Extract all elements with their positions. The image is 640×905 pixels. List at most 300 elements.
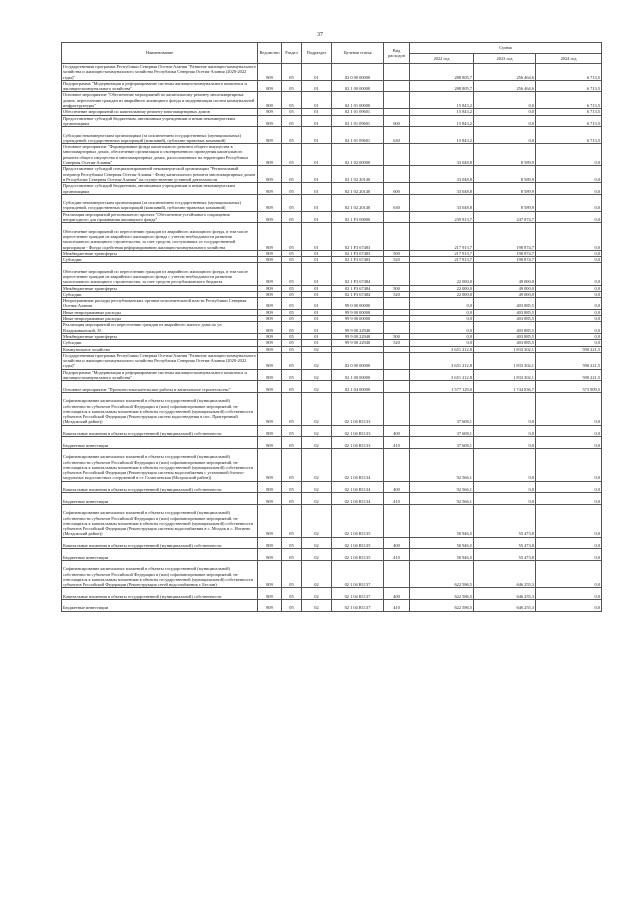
- row-name: Государственная программа Республики Северная Осетия-Алания "Развитие жилищно-коммунального хозяйства и жилищно-коммунального хозяйства Республики Северная Осетия-Алания (2020-2022 годы)": [63, 352, 256, 369]
- row-expense-type: 500: [384, 333, 410, 339]
- row-amount-2022: 622 586,5: [410, 588, 474, 600]
- row-amount-2023: 0,0: [474, 448, 536, 481]
- table-row: [62, 80, 602, 92]
- row-amount-2022: 0,0: [410, 316, 474, 322]
- row-amount-2022: 3 651 212,8: [410, 352, 474, 369]
- row-subsection: 02: [302, 599, 332, 611]
- row-section: 05: [282, 369, 302, 381]
- row-amount-2023: 1 833 302,1: [474, 369, 536, 381]
- row-section: 05: [282, 250, 302, 256]
- row-expense-type: 400: [384, 537, 410, 549]
- row-subsection: 02: [302, 352, 332, 369]
- row-amount-2022: 15 843,2: [410, 115, 474, 127]
- row-subsection: 01: [302, 316, 332, 322]
- row-target-item: 02 1 04 R1137: [332, 599, 384, 611]
- row-expense-type: [384, 223, 410, 251]
- row-name: Государственная программа Республики Северная Осетия-Алания "Развитие жилищно-коммунального хозяйства и жилищно-коммунального хозяйства Республики Северная Осетия-Алания (2020-2022 годы)": [63, 64, 256, 80]
- row-section: 05: [282, 588, 302, 600]
- row-expense-type: 520: [384, 291, 410, 297]
- row-amount-2022: 50 946,5: [410, 537, 474, 549]
- row-section: 05: [282, 549, 302, 561]
- row-amount-2024: 0,0: [536, 285, 602, 291]
- row-amount-2023: 8 589,9: [474, 194, 536, 211]
- row-subsection: 01: [302, 183, 332, 195]
- row-expense-type: 520: [384, 340, 410, 346]
- row-expense-type: 400: [384, 588, 410, 600]
- row-subsection: 02: [302, 437, 332, 449]
- row-name: Капитальные вложения в объекты государственной (муниципальной) собственности: [62, 588, 258, 600]
- row-ministry: 809: [258, 493, 282, 505]
- row-amount-2023: 0,0: [474, 115, 536, 127]
- table-row: [62, 322, 602, 334]
- row-section: 05: [282, 166, 302, 183]
- row-amount-2022: 0,0: [410, 298, 474, 310]
- row-amount-2024: 0,0: [536, 333, 602, 339]
- row-target-item: 02 1 F3 67483: [332, 250, 384, 256]
- row-amount-2023: 198 874,7: [474, 257, 536, 263]
- row-amount-2022: 0,0: [410, 309, 474, 315]
- row-amount-2023: 0,0: [474, 493, 536, 505]
- table-row: [62, 127, 602, 144]
- row-subsection: 02: [302, 425, 332, 437]
- row-section: 05: [282, 392, 302, 425]
- row-amount-2023: 49 000,0: [474, 263, 536, 285]
- row-name: Предоставление субсидий специализированной некоммерческой организации "Региональный оператор Республики Северная Осетия-Алания - Фонд капитального ремонта многоквартирных домов в Республике Северная Осетия-Алания" на осуществление уставной деятельности: [62, 166, 258, 183]
- row-amount-2022: 92 566,1: [410, 493, 474, 505]
- row-amount-2024: 0,0: [536, 493, 602, 505]
- row-amount-2023: 8 589,9: [474, 144, 536, 166]
- row-amount-2024: 6 713,5: [536, 109, 602, 115]
- row-expense-type: [384, 80, 410, 92]
- row-amount-2024: 0,0: [536, 322, 602, 334]
- row-amount-2022: 37 608,1: [410, 425, 474, 437]
- table-row: [62, 92, 602, 109]
- row-amount-2024: 0,0: [536, 340, 602, 346]
- row-amount-2024: 0,0: [536, 549, 602, 561]
- row-target-item: 02 1 01 09601: [332, 109, 384, 115]
- row-subsection: 02: [302, 392, 332, 425]
- row-amount-2022: 33 048,8: [410, 194, 474, 211]
- row-target-item: 02 1 02 20140: [332, 194, 384, 211]
- table-row: [62, 481, 602, 493]
- row-amount-2022: 50 946,5: [410, 549, 474, 561]
- row-section: 05: [282, 560, 302, 588]
- row-amount-2023: 1 833 302,1: [474, 352, 536, 369]
- row-subsection: 01: [302, 291, 332, 297]
- row-name: Основное мероприятие "Проектно-изыскательские работы и капитальное строительство": [62, 381, 258, 393]
- row-ministry: 809: [258, 381, 282, 393]
- row-subsection: 02: [302, 588, 332, 600]
- row-subsection: 01: [302, 333, 332, 339]
- row-target-item: 99 9 00 00000: [332, 309, 384, 315]
- row-target-item: 02 1 04 R1134: [332, 493, 384, 505]
- row-amount-2023: 198 874,7: [474, 250, 536, 256]
- row-amount-2024: 0,0: [536, 291, 602, 297]
- row-target-item: 02 1 04 R1135: [332, 504, 384, 537]
- row-section: 05: [282, 194, 302, 211]
- row-section: 05: [282, 127, 302, 144]
- row-amount-2023: 256 464,6: [474, 80, 536, 92]
- row-target-item: 99 9 00 22940: [332, 322, 384, 334]
- row-section: 05: [282, 64, 302, 81]
- row-section: 05: [282, 352, 302, 369]
- row-amount-2024: 0,0: [536, 437, 602, 449]
- row-amount-2024: 590 221,5: [536, 352, 602, 369]
- row-name: Софинансирование капитальных вложений в объекты государственной (муниципальной) собственности субъектов Российской Федерации и (или) софинансирование мероприятий, не относящихся к капитальным вложениям в объекты государственной (муниципальной) собственности субъектов Российской Федерации (Реконструкция системы водоснабжения в с. Моздок и с. Ногиево (Моздокский район)): [62, 504, 258, 537]
- row-amount-2022: 37 608,1: [410, 437, 474, 449]
- row-amount-2024: 0,0: [536, 250, 602, 256]
- row-name: Субсидии некоммерческим организациям (за исключением государственных (муниципальных) учреждений, государственных корпораций (компаний), публично-правовых компаний): [62, 194, 258, 211]
- row-ministry: 809: [258, 588, 282, 600]
- row-name: Обеспечение мероприятий по переселению граждан из аварийного жилищного фонда, в том числе переселению граждан из аварийного жилищного фонда с учетом необходимости развития малоэтажного жилищного строительства, за счет средств республиканского бюджета: [62, 263, 258, 285]
- row-subsection: 01: [302, 285, 332, 291]
- row-subsection: 01: [302, 109, 332, 115]
- row-section: 05: [282, 322, 302, 334]
- row-expense-type: 630: [384, 194, 410, 211]
- row-target-item: 02 0 00 00000: [332, 64, 384, 81]
- row-section: 05: [282, 211, 302, 223]
- row-amount-2023: 55 473,8: [474, 504, 536, 537]
- row-ministry: 809: [258, 298, 282, 310]
- row-section: 05: [282, 257, 302, 263]
- row-target-item: 02 1 04 00000: [332, 381, 384, 393]
- row-ministry: 809: [258, 537, 282, 549]
- row-target-item: 02 1 04 R1135: [332, 549, 384, 561]
- row-amount-2023: 646 255,3: [474, 599, 536, 611]
- row-amount-2024: 0,0: [536, 537, 602, 549]
- header-name: Наименование: [62, 43, 258, 64]
- row-subsection: 01: [302, 144, 332, 166]
- row-subsection: 01: [302, 309, 332, 315]
- row-target-item: 02 1 04 R1133: [332, 437, 384, 449]
- header-year-2022: 2022 год: [410, 54, 474, 64]
- table-row: [62, 64, 602, 81]
- row-name: Межбюджетные трансферты: [62, 285, 258, 291]
- row-name: Предоставление субсидий бюджетным, автономным учреждениям и иным некоммерческим организациям: [62, 183, 258, 195]
- row-amount-2023: 1 833 302,1: [474, 346, 536, 352]
- row-name: Субсидии: [62, 291, 258, 297]
- row-name: Реализация мероприятий по переселению граждан из аварийного жилого дома по ул. Владикавказской, 35: [62, 322, 258, 334]
- row-target-item: 02 1 F3 67484: [332, 285, 384, 291]
- row-amount-2024: 0,0: [536, 588, 602, 600]
- row-expense-type: 520: [384, 257, 410, 263]
- row-ministry: 809: [258, 183, 282, 195]
- row-amount-2022: 37 608,1: [410, 392, 474, 425]
- row-target-item: 02 1 04 R1135: [332, 537, 384, 549]
- row-target-item: 02 0 00 00000: [332, 352, 384, 369]
- row-expense-type: 410: [384, 437, 410, 449]
- row-amount-2023: 0,0: [474, 109, 536, 115]
- row-amount-2022: 622 586,5: [410, 599, 474, 611]
- row-amount-2023: 8 589,9: [474, 166, 536, 183]
- row-section: 05: [282, 346, 302, 352]
- row-expense-type: [384, 504, 410, 537]
- table-row: [62, 369, 602, 381]
- table-row: [62, 437, 602, 449]
- row-subsection: 01: [302, 263, 332, 285]
- row-section: 05: [282, 493, 302, 505]
- row-amount-2022: 0,0: [410, 333, 474, 339]
- row-expense-type: 400: [384, 425, 410, 437]
- row-section: 05: [282, 340, 302, 346]
- row-ministry: 809: [258, 560, 282, 588]
- row-amount-2024: 590 221,5: [536, 369, 602, 381]
- row-section: 05: [282, 115, 302, 127]
- row-target-item: 02 1 04 R1137: [332, 588, 384, 600]
- row-ministry: 809: [258, 257, 282, 263]
- row-name: Основное мероприятие "Формирование фонда капитального ремонта общего имущества в многоквартирных домах, обеспечение организации и своевременного проведения капитального ремонта общего имущества в многоквартирных домах, расположенных на территории Республики Северная Осетия-Алания": [62, 144, 258, 166]
- row-expense-type: [384, 448, 410, 481]
- row-subsection: 01: [302, 166, 332, 183]
- row-amount-2022: 3 651 212,8: [410, 369, 474, 381]
- row-ministry: 809: [258, 127, 282, 144]
- row-ministry: 809: [258, 322, 282, 334]
- row-subsection: 02: [302, 346, 332, 352]
- row-section: 05: [282, 223, 302, 251]
- row-name: Софинансирование капитальных вложений в объекты государственной (муниципальной) собственности субъектов Российской Федерации и (или) софинансирование мероприятий, не относящихся к капитальным вложениям в объекты государственной (муниципальной) собственности субъектов Российской Федерации (Реконструкция системы водоснабжения с установкой блочно-модульных водоочистных сооружений в ст. Галюгаевская (Моздокский район)): [62, 448, 258, 481]
- row-name: Основное мероприятие "Обеспечение мероприятий по капитальному ремонту многоквартирных домов, переселению граждан из аварийного жилищного фонда и модернизации систем коммунальной инфраструктуры": [62, 92, 258, 109]
- row-amount-2024: 0,0: [536, 194, 602, 211]
- row-amount-2024: 0,0: [536, 298, 602, 310]
- row-name: Бюджетные инвестиции: [62, 599, 258, 611]
- row-amount-2023: 1 744 836,7: [474, 381, 536, 393]
- row-target-item: 02 1 F3 00000: [332, 211, 384, 223]
- row-amount-2023: 55 473,8: [474, 537, 536, 549]
- row-amount-2024: 590 221,5: [536, 346, 602, 352]
- row-expense-type: [384, 392, 410, 425]
- row-name: Бюджетные инвестиции: [62, 549, 258, 561]
- row-amount-2022: 22 000,0: [410, 263, 474, 285]
- row-amount-2022: 0,0: [410, 340, 474, 346]
- table-row: [62, 425, 602, 437]
- row-amount-2024: 0,0: [536, 223, 602, 251]
- row-amount-2022: 15 843,2: [410, 92, 474, 109]
- row-section: 05: [282, 109, 302, 115]
- row-section: 05: [282, 537, 302, 549]
- row-expense-type: 410: [384, 599, 410, 611]
- row-amount-2023: 0,0: [474, 481, 536, 493]
- table-row: [62, 493, 602, 505]
- row-name: Коммунальное хозяйство: [62, 346, 258, 352]
- header-subsection: Подраздел: [302, 43, 332, 64]
- row-amount-2022: 622 586,5: [410, 560, 474, 588]
- row-amount-2022: 15 843,2: [410, 127, 474, 144]
- row-ministry: 809: [258, 369, 282, 381]
- row-amount-2022: 15 843,2: [410, 109, 474, 115]
- row-ministry: 809: [258, 194, 282, 211]
- row-expense-type: 500: [384, 285, 410, 291]
- row-amount-2022: 3 651 212,8: [410, 346, 474, 352]
- row-name: Реализация мероприятий регионального проекта "Обеспечение устойчивого сокращения непригодного для проживания жилищного фонда": [62, 211, 258, 223]
- row-section: 05: [282, 291, 302, 297]
- row-name: Субсидии: [62, 257, 258, 263]
- header-year-2024: 2024 год: [536, 54, 602, 64]
- row-ministry: 809: [258, 223, 282, 251]
- row-ministry: 809: [258, 437, 282, 449]
- row-amount-2022: 22 000,0: [410, 285, 474, 291]
- row-section: 05: [282, 381, 302, 393]
- row-name: Межбюджетные трансферты: [62, 333, 258, 339]
- row-section: 05: [282, 425, 302, 437]
- table-row: [62, 560, 602, 588]
- row-section: 05: [282, 599, 302, 611]
- row-target-item: 02 1 01 09601: [332, 127, 384, 144]
- table-row: [62, 263, 602, 285]
- row-target-item: 02 1 04 R1134: [332, 448, 384, 481]
- row-amount-2024: 0,0: [536, 144, 602, 166]
- row-section: 05: [282, 285, 302, 291]
- row-amount-2024: 573 909,5: [536, 381, 602, 393]
- row-amount-2023: 55 473,8: [474, 549, 536, 561]
- row-section: 05: [282, 263, 302, 285]
- row-name: Подпрограмма "Модернизация и реформирование системы жилищно-коммунального комплекса и жилищно-коммунального хозяйства": [62, 369, 258, 381]
- row-amount-2023: 0,0: [474, 425, 536, 437]
- row-name: Подпрограмма "Модернизация и реформирование системы жилищно-коммунального комплекса и жилищно-коммунального хозяйства": [62, 80, 258, 92]
- row-ministry: 809: [258, 64, 282, 81]
- table-row: [62, 381, 602, 393]
- row-section: 05: [282, 298, 302, 310]
- row-ministry: 809: [258, 599, 282, 611]
- row-subsection: 02: [302, 369, 332, 381]
- row-section: 05: [282, 504, 302, 537]
- row-amount-2023: 0,0: [474, 127, 536, 144]
- row-ministry: 809: [258, 250, 282, 256]
- row-name: Бюджетные инвестиции: [62, 437, 258, 449]
- row-section: 05: [282, 309, 302, 315]
- row-subsection: 01: [302, 250, 332, 256]
- row-section: 05: [282, 437, 302, 449]
- row-amount-2023: 247 874,7: [474, 211, 536, 223]
- table-row: [62, 194, 602, 211]
- row-amount-2023: 8 589,9: [474, 183, 536, 195]
- row-amount-2024: 0,0: [536, 425, 602, 437]
- row-amount-2023: 403 885,5: [474, 316, 536, 322]
- table-row: [62, 298, 602, 310]
- row-amount-2023: 49 000,0: [474, 285, 536, 291]
- row-subsection: 02: [302, 481, 332, 493]
- row-amount-2022: 33 048,8: [410, 144, 474, 166]
- header-ministry: Ведомство: [258, 43, 282, 64]
- row-subsection: 01: [302, 194, 332, 211]
- row-target-item: 02 1 01 00000: [332, 92, 384, 109]
- row-name: Софинансирование капитальных вложений в объекты государственной (муниципальной) собственности субъектов Российской Федерации и (или) софинансирование мероприятий, не относящихся к капитальным вложениям в объекты государственной (муниципальной) собственности субъектов Российской Федерации (Реконструкция сетей водоснабжения г. Беслан): [62, 560, 258, 588]
- row-subsection: 02: [302, 381, 332, 393]
- row-amount-2022: 0,0: [410, 322, 474, 334]
- table-row: [62, 588, 602, 600]
- row-expense-type: 410: [384, 493, 410, 505]
- table-row: [62, 352, 602, 369]
- budget-table: [61, 42, 602, 612]
- row-amount-2024: 6 713,5: [536, 115, 602, 127]
- row-amount-2022: 50 946,5: [410, 504, 474, 537]
- row-target-item: 02 1 02 20140: [332, 183, 384, 195]
- row-name: Субсидии некоммерческим организациям (за исключением государственных (муниципальных) учреждений, государственных корпораций (компаний), публично-правовых компаний): [62, 127, 258, 144]
- row-name: Обеспечение мероприятий по капитальному ремонту многоквартирных домов: [62, 109, 258, 115]
- row-target-item: 02 1 00 00000: [332, 80, 384, 92]
- row-ministry: 809: [258, 316, 282, 322]
- row-expense-type: [384, 144, 410, 166]
- row-subsection: 02: [302, 504, 332, 537]
- row-subsection: 01: [302, 127, 332, 144]
- row-section: 05: [282, 80, 302, 92]
- row-subsection: 02: [302, 549, 332, 561]
- row-amount-2024: 0,0: [536, 481, 602, 493]
- row-target-item: 02 1 04 R1134: [332, 481, 384, 493]
- row-ministry: 809: [258, 309, 282, 315]
- row-target-item: 02 1 04 R1133: [332, 392, 384, 425]
- row-expense-type: [384, 92, 410, 109]
- row-amount-2024: 0,0: [536, 166, 602, 183]
- row-subsection: 01: [302, 80, 332, 92]
- row-amount-2024: 0,0: [536, 316, 602, 322]
- row-ministry: 809: [258, 80, 282, 92]
- row-expense-type: [384, 263, 410, 285]
- table-row: [62, 115, 602, 127]
- row-ministry: 809: [258, 109, 282, 115]
- row-ministry: 809: [258, 115, 282, 127]
- row-subsection: 01: [302, 115, 332, 127]
- row-name: Субсидии: [62, 340, 258, 346]
- row-target-item: 99 0 00 00000: [332, 298, 384, 310]
- row-amount-2022: 22 000,0: [410, 291, 474, 297]
- row-amount-2024: 6 713,5: [536, 80, 602, 92]
- row-amount-2024: 6 713,5: [536, 64, 602, 81]
- row-subsection: 02: [302, 493, 332, 505]
- row-name: Предоставление субсидий бюджетным, автономным учреждениям и иным некоммерческим организациям: [62, 115, 258, 127]
- row-expense-type: [384, 211, 410, 223]
- row-subsection: 02: [302, 448, 332, 481]
- row-amount-2024: 0,0: [536, 263, 602, 285]
- row-ministry: 809: [258, 481, 282, 493]
- row-expense-type: 400: [384, 481, 410, 493]
- row-subsection: 02: [302, 537, 332, 549]
- row-name: Капитальные вложения в объекты государственной (муниципальной) собственности: [62, 425, 258, 437]
- row-ministry: 809: [258, 425, 282, 437]
- row-amount-2023: 403 885,5: [474, 298, 536, 310]
- row-target-item: 99 9 00 22940: [332, 333, 384, 339]
- row-subsection: 01: [302, 298, 332, 310]
- row-name: Бюджетные инвестиции: [62, 493, 258, 505]
- row-amount-2022: 288 805,7: [410, 64, 474, 81]
- table-row: [62, 183, 602, 195]
- header-section: Раздел: [282, 43, 302, 64]
- table-row: [62, 144, 602, 166]
- row-amount-2023: 198 874,7: [474, 223, 536, 251]
- row-amount-2023: 0,0: [474, 92, 536, 109]
- row-amount-2023: 49 000,0: [474, 291, 536, 297]
- header-amount: Сумма: [410, 43, 602, 54]
- row-amount-2024: 0,0: [536, 560, 602, 588]
- row-amount-2023: 403 885,5: [474, 322, 536, 334]
- row-ministry: 809: [258, 352, 282, 369]
- row-ministry: 809: [258, 92, 282, 109]
- table-row: [62, 537, 602, 549]
- row-amount-2024: 0,0: [536, 211, 602, 223]
- row-target-item: 99 9 00 00000: [332, 316, 384, 322]
- row-target-item: 02 1 F3 67484: [332, 291, 384, 297]
- row-amount-2024: 0,0: [536, 448, 602, 481]
- row-subsection: 01: [302, 322, 332, 334]
- row-expense-type: [384, 166, 410, 183]
- row-name: Иные непрограммные расходы: [62, 316, 258, 322]
- row-amount-2024: 0,0: [536, 599, 602, 611]
- row-amount-2024: 0,0: [536, 392, 602, 425]
- row-amount-2024: 0,0: [536, 183, 602, 195]
- row-subsection: 01: [302, 211, 332, 223]
- row-amount-2024: 0,0: [536, 309, 602, 315]
- row-amount-2023: 403 885,5: [474, 309, 536, 315]
- row-subsection: 01: [302, 257, 332, 263]
